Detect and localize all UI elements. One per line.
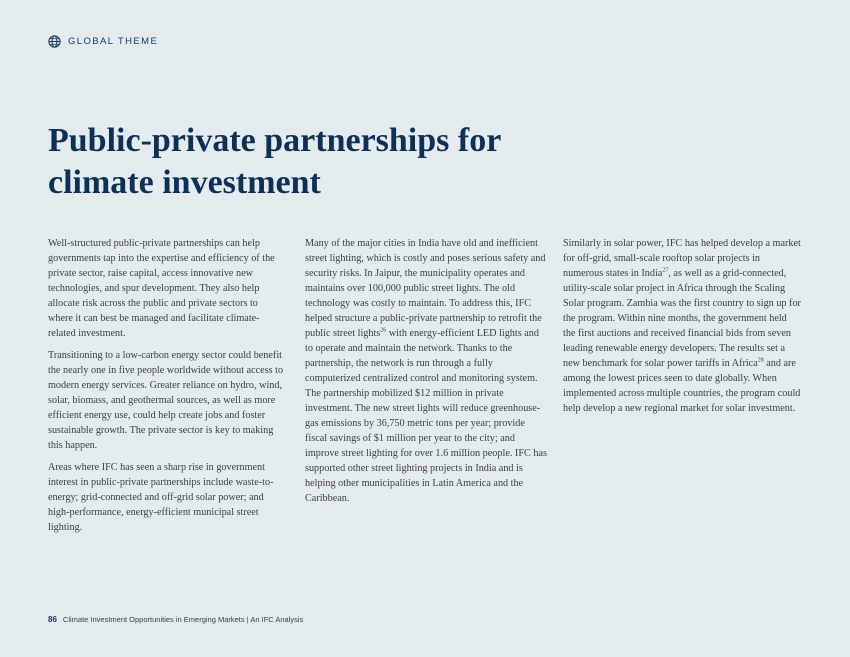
paragraph-text: , as well as a grid-connected, utility-scale solar project in Africa through the Scaling Solar program. Zambia was the first country to sign up for the program. Within nine months, the government held the first auctions and received financial bids from seven leading renewable energy developers. The results set a new benchmark for solar power tariffs in Africa xyxy=(563,268,801,369)
paragraph: Well-structured public-private partnerships can help governments tap into the expertise and efficiency of the private sector, raise capital, access innovative new technologies, and spur development. They also help allocate risk across the public and private sectors to where it can best be managed and facilitate climate-related investment. xyxy=(48,238,275,339)
footnote-ref[interactable]: 28 xyxy=(757,357,764,364)
paragraph-text: and are among the lowest prices seen to date globally. When implemented across multiple countries, the program could help develop a new regional market for solar investment. xyxy=(563,358,801,414)
page-footer xyxy=(48,615,303,624)
paragraph-text: Many of the major cities in India have old and inefficient street lighting, which is costly and poses serious safety and security risks. In Jaipur, the municipality operates and maintains over 100,000 public street lights. The old technology was costly to maintain. To address this, IFC helped structure a public-private partnership to retrofit the public street lights xyxy=(305,238,546,339)
section-theme xyxy=(48,35,158,48)
paragraph xyxy=(563,236,801,416)
paragraph: Transitioning to a low-carbon energy sector could benefit the nearly one in five people worldwide without access to modern energy services. Greater reliance on hydro, wind, solar, biomass, and geothermal sources, as well as more efficient energy use, could help create jobs and foster sustainable growth. The private sector is key to making this happen. xyxy=(48,350,284,451)
page-number: 86 xyxy=(48,615,57,624)
footer-text: Climate Investment Opportunities in Emerging Markets | An IFC Analysis xyxy=(62,615,304,624)
column-3 xyxy=(563,236,801,423)
footnote-ref[interactable]: 26 xyxy=(380,327,387,334)
column-2 xyxy=(305,236,547,513)
paragraph-text: Similarly in solar power, IFC has helped develop a market for off-grid, small-scale rooftop solar projects in numerous states in India xyxy=(563,238,801,279)
globe-icon xyxy=(48,35,61,48)
paragraph-text: with energy-efficient LED lights and to operate and maintain the network. Thanks to the partnership, the network is run through a fully computerized centralized control and monitoring system. The partnership mobilized $12 million in private investment. The new street lights will reduce greenhouse-gas emissions by 36,750 metric tons per year; provide fiscal savings of $1 million per year to the city; and improve street lighting for over 1.6 million people. IFC has supported other street lighting projects in India and is helping other municipalities in Latin America and the Caribbean. xyxy=(305,328,547,504)
page-title: Public-private partnerships for climate investment xyxy=(48,122,501,201)
paragraph xyxy=(305,236,547,506)
theme-label: GLOBAL THEME xyxy=(68,36,159,47)
column-1 xyxy=(48,236,284,542)
paragraph: Areas where IFC has seen a sharp rise in government interest in public-private partnerships include waste-to-energy; grid-connected and off-grid solar power; and high-performance, energy-efficient municipal street lighting. xyxy=(48,462,274,533)
footnote-ref[interactable]: 27 xyxy=(662,267,669,274)
